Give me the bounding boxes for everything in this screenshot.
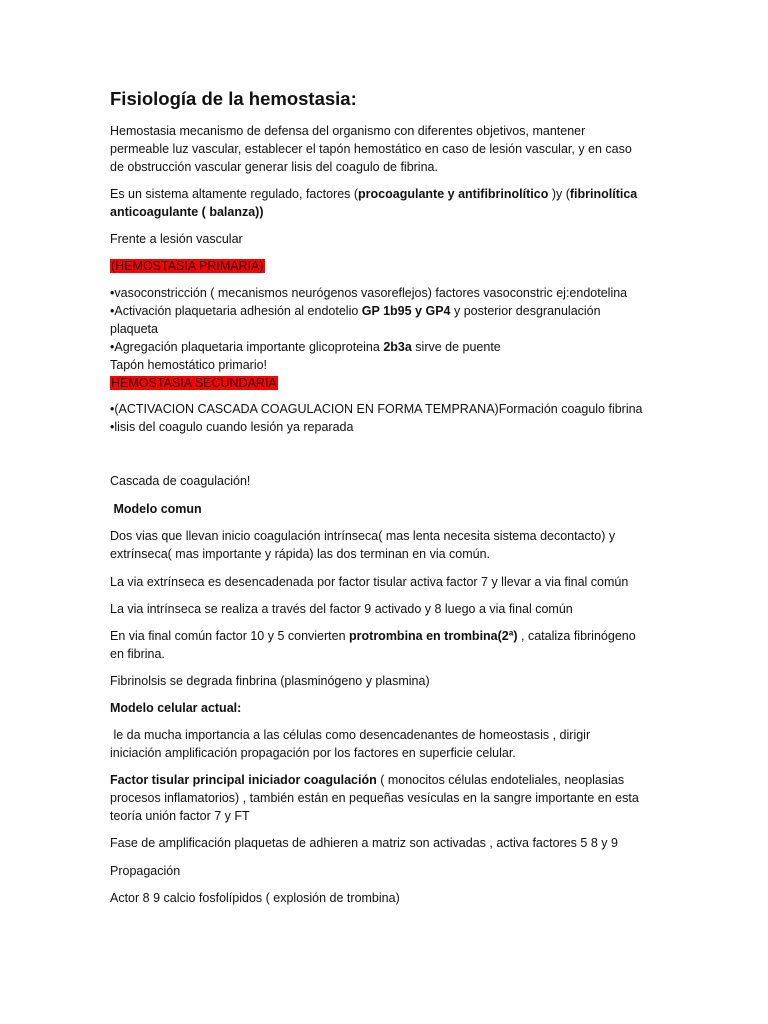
propagacion-heading: Propagación <box>110 864 181 878</box>
text-span: En via final común factor 10 y 5 convierten <box>110 629 350 643</box>
bold-text: fibrinolítica <box>569 187 638 201</box>
heading-hemostasia-secundaria <box>110 374 278 392</box>
text-span: , cataliza fibrinógeno <box>517 629 636 643</box>
bold-text: anticoagulante ( balanza)) <box>110 205 264 219</box>
via-intrinseca: La via intrínseca se realiza a través del factor 9 activado y 8 luego a via final común <box>110 602 573 616</box>
bold-text: GP 1b95 y GP4 <box>361 304 451 318</box>
fase-amplificacion: Fase de amplificación plaquetas de adhieren a matriz son activadas , activa factores 5 8 y 9 <box>110 836 618 850</box>
actor-line: Actor 8 9 calcio fosfolípidos ( explosión de trombina) <box>110 891 400 905</box>
via-final-comun-line-1 <box>110 627 636 645</box>
bullet-activacion-cascada: •(ACTIVACION CASCADA COAGULACION EN FORMA TEMPRANA)Formación coagulo fibrina <box>110 402 643 416</box>
bold-text: 2b3a <box>383 340 412 354</box>
paragraph-regulation-line-1 <box>110 185 637 203</box>
factor-tisular-line-2: procesos inflamatorios) , también están en pequeñas vesículas en la sangre importante en esta <box>110 791 639 805</box>
highlight-primaria: (HEMOSTASIA PRIMARIA) <box>111 259 264 273</box>
paragraph-intro-line-3: de obstrucción vascular generar lisis del coagulo de fibrina. <box>110 160 438 174</box>
dos-vias-line-1: Dos vias que llevan inicio coagulación intrínseca( mas lenta necesita sistema decontacto) y <box>110 529 616 543</box>
text-span: Es un sistema altamente regulado, factores ( <box>110 187 359 201</box>
bullet-lisis: •lisis del coagulo cuando lesión ya reparada <box>110 420 354 434</box>
fibrinolisis: Fibrinolsis se degrada finbrina (plasminógeno y plasmina) <box>110 674 430 688</box>
bold-text: procoagulante y antifibrinolítico <box>358 187 549 201</box>
text-span: )y ( <box>548 187 570 201</box>
modelo-comun-heading: Modelo comun <box>110 502 202 516</box>
bullet-agregacion <box>110 338 501 356</box>
dos-vias-line-2: extrínseca( mas importante y rápida) las dos terminan en via común. <box>110 547 491 561</box>
celular-line-2: iniciación amplificación propagación por los factores en superficie celular. <box>110 746 516 760</box>
paragraph-intro-line-2: permeable luz vascular, establecer el tapón hemostático en caso de lesión vascular, y en caso <box>110 142 632 156</box>
bold-text: Factor tisular principal iniciador coagulación <box>110 773 377 787</box>
factor-tisular-line-3: teoría unión factor 7 y FT <box>110 809 250 823</box>
paragraph-lesion: Frente a lesión vascular <box>110 232 243 246</box>
bullet-vasoconstriccion: •vasoconstricción ( mecanismos neurógenos vasoreflejos) factores vasoconstric ej:endotelina <box>110 286 628 300</box>
bold-text: protrombina en trombina(2ª) <box>349 629 518 643</box>
modelo-celular-heading: Modelo celular actual: <box>110 701 242 715</box>
paragraph-regulation-line-2 <box>110 203 264 221</box>
celular-line-1: le da mucha importancia a las células como desencadenantes de homeostasis , dirigir <box>110 728 591 742</box>
page-title: Fisiología de la hemostasia: <box>110 88 357 109</box>
highlight-secundaria: HEMOSTASIA SECUNDARIA <box>111 376 277 390</box>
paragraph-intro-line-1: Hemostasia mecanismo de defensa del organismo con diferentes objetivos, mantener <box>110 124 586 138</box>
bullet-activacion-cont: plaqueta <box>110 322 158 336</box>
via-extrinseca: La via extrínseca es desencadenada por factor tisular activa factor 7 y llevar a via final común <box>110 575 629 589</box>
tapon-hemostatico: Tapón hemostático primario! <box>110 358 268 372</box>
bullet-activacion <box>110 302 601 320</box>
via-final-comun-line-2: en fibrina. <box>110 647 165 661</box>
text-span: •Agregación plaquetaria importante glicoproteina <box>110 340 384 354</box>
factor-tisular-line-1 <box>110 771 624 789</box>
text-span: sirve de puente <box>411 340 501 354</box>
text-span: •Activación plaquetaria adhesión al endotelio <box>110 304 362 318</box>
cascada-heading: Cascada de coagulación! <box>110 474 251 488</box>
text-span: y posterior desgranulación <box>450 304 601 318</box>
heading-hemostasia-primaria <box>110 257 265 275</box>
text-span: ( monocitos células endoteliales, neoplasias <box>376 773 625 787</box>
